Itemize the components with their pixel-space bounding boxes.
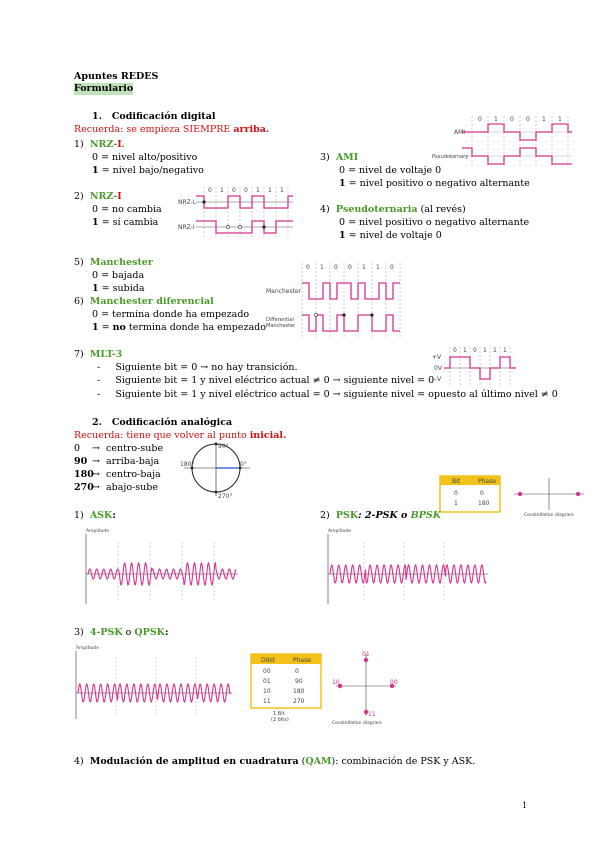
nrzi-name: NRZ- xyxy=(89,191,118,202)
page-number: 1 xyxy=(522,801,528,810)
svg-text:NRZ-I: NRZ-I xyxy=(178,224,195,231)
phase-item xyxy=(74,443,163,455)
nrzi-line-1: 0 = no cambia xyxy=(92,204,162,215)
manchester-name: Manchester xyxy=(89,257,153,268)
svg-text:0: 0 xyxy=(510,116,514,123)
qpsk-table-cell: 90 xyxy=(295,678,303,685)
pseudo-line-2-text: = nivel de voltaje 0 xyxy=(345,230,442,241)
psk-table xyxy=(440,476,500,512)
arrow: → xyxy=(92,469,100,480)
qam-desc: combinación de PSK y ASK. xyxy=(341,756,476,767)
pseudo-item xyxy=(320,204,466,216)
mlt3-bullet-3: - Siguiente bit = 1 y nivel eléctrico actual = 0 → siguiente nivel = opuesto al último nivel ≠ 0 xyxy=(97,389,558,400)
bpsk-name: BPS xyxy=(410,510,433,521)
svg-text:0: 0 xyxy=(232,187,236,194)
svg-text:0: 0 xyxy=(478,116,482,123)
phase-circle-diagram xyxy=(180,440,256,500)
colon: : xyxy=(112,510,116,521)
nrzi-line-2 xyxy=(92,217,158,229)
svg-text:1: 1 xyxy=(463,347,467,354)
qpsk-caption: (2 bits) xyxy=(271,717,289,723)
note-bold: arriba. xyxy=(233,124,270,135)
qpsk-table-cell: 180 xyxy=(293,688,305,695)
psk-table-cell: 180 xyxy=(478,500,490,507)
psk-table-cell: 0 xyxy=(480,490,484,497)
svg-text:00: 00 xyxy=(390,679,398,686)
pseudo-line-1: 0 = nivel positivo o negativo alternante xyxy=(339,217,530,228)
qpsk-table-cell: 10 xyxy=(263,688,271,695)
note-text: Recuerda: se empieza SIEMPRE xyxy=(74,124,234,135)
bullet-text: Siguiente bit = 1 y nivel eléctrico actual = 0 → siguiente nivel = opuesto al último nivel ≠ 0 xyxy=(115,389,558,400)
nrzl-name: NRZ- xyxy=(89,139,118,150)
ami-name: AMI xyxy=(335,152,359,163)
arrow: → xyxy=(92,456,100,467)
item-number: 7) xyxy=(74,349,84,360)
section-2-number: 2. xyxy=(92,417,102,428)
manchester-line-2 xyxy=(92,283,144,295)
nrzl-line-1: 0 = nivel alto/positivo xyxy=(92,152,198,163)
nrzl-line-2-text: = nivel bajo/negativo xyxy=(98,165,204,176)
svg-text:Manchester: Manchester xyxy=(266,288,302,295)
bit-one: 1 xyxy=(339,230,346,241)
section-1-note xyxy=(74,124,269,136)
nrz-diagram xyxy=(178,183,298,239)
item-number: 4) xyxy=(320,204,330,215)
phase-item xyxy=(74,456,159,468)
item-number: 2) xyxy=(74,191,84,202)
bit-one: 1 xyxy=(92,283,99,294)
svg-text:+V: +V xyxy=(432,354,442,361)
arrow: → xyxy=(92,443,100,454)
manchdif-line-2-text: termina donde ha empezado xyxy=(125,322,266,333)
nrzi-item xyxy=(74,191,122,203)
pseudo-name: Pseudoternaria xyxy=(335,204,418,215)
ask-name: ASK xyxy=(89,510,113,521)
manchdif-name: Manchester diferencial xyxy=(89,296,214,307)
ami-line-2 xyxy=(339,178,530,190)
nrzl-item xyxy=(74,139,124,151)
manchdif-item xyxy=(74,296,214,308)
qam-title: Modulación de amplitud en cuadratura xyxy=(89,756,299,767)
svg-text:1: 1 xyxy=(494,116,498,123)
phase-deg: 270 xyxy=(74,482,94,493)
item-number: 2) xyxy=(320,510,330,521)
doc-subtitle: Formulario xyxy=(74,83,134,94)
psk-table-header: Phase xyxy=(478,478,496,485)
bit-one: 1 xyxy=(92,165,99,176)
svg-text:1: 1 xyxy=(376,264,380,271)
svg-text:1: 1 xyxy=(503,347,507,354)
phase-text: arriba-baja xyxy=(106,456,160,467)
psk-item xyxy=(320,510,441,522)
nrzl-line-2 xyxy=(92,165,204,177)
bullet-text: Siguiente bit = 0 → no hay transición. xyxy=(115,362,298,373)
svg-text:0: 0 xyxy=(208,187,212,194)
psk-waveform xyxy=(324,524,492,612)
qpsk-table-header: Dibit xyxy=(261,657,276,664)
paren-open: ( xyxy=(298,756,306,767)
paren-close: ): xyxy=(331,756,342,767)
qpsk-table xyxy=(251,654,321,722)
bpsk-suffix: K xyxy=(432,510,441,521)
bullet-text: Siguiente bit = 1 y nivel eléctrico actual ≠ 0 → siguiente nivel = 0 xyxy=(115,375,435,386)
phase-deg: 180 xyxy=(74,469,94,480)
svg-text:Manchester: Manchester xyxy=(266,323,296,329)
svg-text:0: 0 xyxy=(334,264,338,271)
psk-name: PSK xyxy=(335,510,359,521)
mlt3-item xyxy=(74,349,122,361)
mlt3-diagram xyxy=(430,343,518,389)
item-number: 4) xyxy=(74,756,84,767)
phase-text: centro-baja xyxy=(106,469,161,480)
psk-mid: : 2-PSK o xyxy=(358,510,411,521)
colon: : xyxy=(164,627,169,638)
qpsk-caption: 1 Bit xyxy=(273,711,285,717)
qpsk-table-header: Phase xyxy=(293,657,311,664)
ami-pseudo-diagram xyxy=(432,112,576,168)
note-text: Recuerda: tiene que volver al punto xyxy=(74,430,250,441)
svg-text:1: 1 xyxy=(220,187,224,194)
svg-text:1: 1 xyxy=(558,116,562,123)
svg-text:NRZ-L: NRZ-L xyxy=(178,199,197,206)
phase-item xyxy=(74,482,158,494)
section-1-heading xyxy=(92,111,215,123)
item-number: 1) xyxy=(74,139,84,150)
svg-text:Pseudoternary: Pseudoternary xyxy=(432,154,469,160)
note-bold: inicial. xyxy=(249,430,287,441)
nrzi-suffix: I xyxy=(117,191,122,202)
manchdif-no: no xyxy=(112,322,126,333)
nrzi-line-2-text: = sí cambia xyxy=(98,217,159,228)
svg-text:11: 11 xyxy=(368,711,376,718)
psk-caption: Constellation diagram xyxy=(524,513,574,518)
nrzl-suffix: L xyxy=(117,139,124,150)
manchester-line-2-text: = subida xyxy=(98,283,145,294)
svg-text:Differential: Differential xyxy=(266,317,294,323)
svg-text:0°: 0° xyxy=(240,461,247,468)
svg-text:270°: 270° xyxy=(218,493,233,500)
svg-text:1: 1 xyxy=(268,187,272,194)
qpsk-constellation xyxy=(330,648,400,726)
qpsk-table-cell: 0 xyxy=(295,668,299,675)
pseudo-extra: (al revés) xyxy=(417,204,466,215)
svg-text:1: 1 xyxy=(542,116,546,123)
section-1-number: 1. xyxy=(92,111,102,122)
ask-item xyxy=(74,510,116,522)
svg-text:0: 0 xyxy=(390,264,394,271)
bit-one: 1 xyxy=(339,178,346,189)
phase-deg: 90 xyxy=(74,456,88,467)
mlt3-bullet-2: - Siguiente bit = 1 y nivel eléctrico actual ≠ 0 → siguiente nivel = 0 xyxy=(97,375,435,386)
qam-item xyxy=(74,756,475,768)
pseudo-line-2 xyxy=(339,230,442,242)
bit-one: 1 xyxy=(92,322,99,333)
svg-text:0: 0 xyxy=(306,264,310,271)
psk-constellation xyxy=(510,476,588,520)
psk-table-cell: 1 xyxy=(454,500,458,507)
item-number: 6) xyxy=(74,296,84,307)
svg-text:Amplitude: Amplitude xyxy=(328,529,352,534)
qpsk-table-cell: 00 xyxy=(263,668,271,675)
svg-text:0: 0 xyxy=(244,187,248,194)
svg-text:0V: 0V xyxy=(434,365,442,372)
manchester-item xyxy=(74,257,153,269)
section-1-title: Codificación digital xyxy=(111,111,216,122)
svg-text:90°: 90° xyxy=(218,443,229,450)
svg-text:1: 1 xyxy=(320,264,324,271)
mlt3-name: MLT-3 xyxy=(89,349,123,360)
mlt3-bullet-1: - Siguiente bit = 0 → no hay transición. xyxy=(97,362,298,373)
ask-waveform xyxy=(82,524,242,612)
svg-text:1: 1 xyxy=(483,347,487,354)
qpsk-table-cell: 11 xyxy=(263,698,271,705)
svg-text:0: 0 xyxy=(526,116,530,123)
phase-text: centro-sube xyxy=(106,443,164,454)
svg-text:1: 1 xyxy=(493,347,497,354)
qpsk-item xyxy=(74,627,168,639)
manchdif-line-1: 0 = termina donde ha empezado xyxy=(92,309,250,320)
manchester-line-1: 0 = bajada xyxy=(92,270,145,281)
psk-table-cell: 0 xyxy=(454,490,458,497)
svg-text:0: 0 xyxy=(348,264,352,271)
ami-line-2-text: = nivel positivo o negativo alternante xyxy=(345,178,530,189)
qpsk-table-cell: 270 xyxy=(293,698,305,705)
svg-text:−V: −V xyxy=(432,376,442,383)
svg-text:10: 10 xyxy=(332,679,340,686)
svg-text:0: 0 xyxy=(453,347,457,354)
svg-text:Amplitude: Amplitude xyxy=(76,646,100,651)
qpsk-mid: o xyxy=(122,627,135,638)
psk-table-header: Bit xyxy=(452,478,461,485)
qam-abbr: QAM xyxy=(305,756,332,767)
svg-text:0: 0 xyxy=(473,347,477,354)
item-number: 5) xyxy=(74,257,84,268)
svg-text:AMI: AMI xyxy=(454,129,466,136)
ami-line-1: 0 = nivel de voltaje 0 xyxy=(339,165,442,176)
qpsk-waveform xyxy=(72,641,236,725)
svg-text:1: 1 xyxy=(362,264,366,271)
section-2-heading xyxy=(92,417,232,429)
section-2-title: Codificación analógica xyxy=(111,417,233,428)
item-number: 3) xyxy=(320,152,330,163)
svg-text:01: 01 xyxy=(362,651,370,658)
manchdif-line-2 xyxy=(92,322,266,334)
item-number: 3) xyxy=(74,627,84,638)
phase-deg: 0 xyxy=(74,443,81,454)
manchdif-eq: = xyxy=(98,322,113,333)
phase-item xyxy=(74,469,161,481)
svg-text:Amplitude: Amplitude xyxy=(86,529,110,534)
doc-title: Apuntes REDES xyxy=(74,71,159,82)
svg-text:180°: 180° xyxy=(180,461,195,468)
phase-text: abajo-sube xyxy=(106,482,158,493)
qpsk-name: 4-PSK xyxy=(89,627,123,638)
manchester-diagram xyxy=(266,259,410,341)
arrow: → xyxy=(92,482,100,493)
qpsk-constellation-caption: Constellation diagram xyxy=(332,721,382,726)
qpsk-table-cell: 01 xyxy=(263,678,271,685)
item-number: 1) xyxy=(74,510,84,521)
ami-item xyxy=(320,152,358,164)
qpsk-name-2: QPSK xyxy=(134,627,165,638)
svg-text:1: 1 xyxy=(256,187,260,194)
svg-text:1: 1 xyxy=(280,187,284,194)
bit-one: 1 xyxy=(92,217,99,228)
